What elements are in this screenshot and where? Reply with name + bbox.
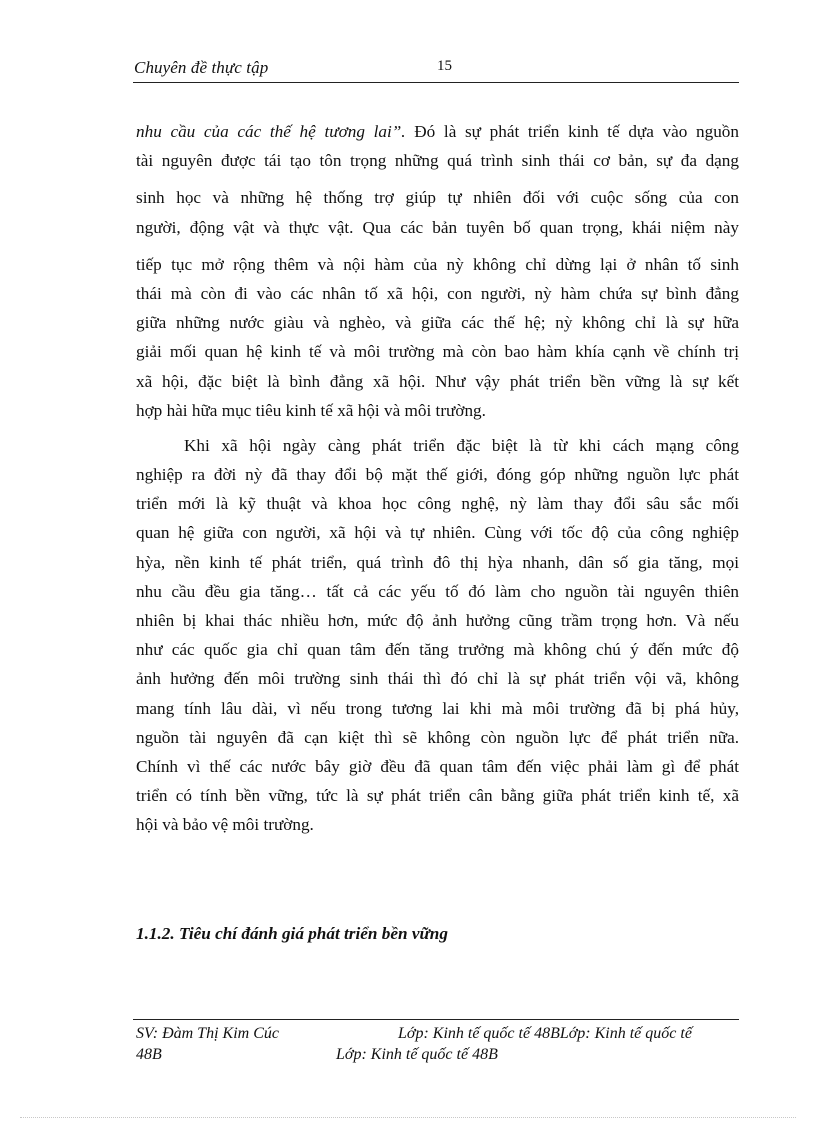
paragraph-line: hợp hài hữa mục tiêu kinh tế xã hội và môi trường.	[136, 400, 486, 420]
paragraph-line: ảnh hưởng đến môi trường sinh thái thì đó chỉ là sự phát triển vội vã, không	[136, 669, 739, 689]
body-text	[136, 117, 739, 840]
section-heading: 1.1.2. Tiêu chí đánh giá phát triển bền vững	[136, 924, 448, 943]
paragraph-line: Chính vì thế các nước bây giờ đều đã quan tâm đến việc phải làm gì để phát	[136, 756, 739, 776]
footer-divider	[133, 1019, 739, 1020]
paragraph-line: nghiệp ra đời nỳ đã thay đổi bộ mặt thế giới, đóng góp những nguồn lực phát	[136, 465, 739, 485]
paragraph-line	[136, 117, 739, 146]
paragraph-line: giữa những nước giàu và nghèo, và giữa các thế hệ; nỳ không chỉ là sự hữa	[136, 313, 739, 333]
page-number: 15	[437, 58, 452, 74]
paragraph-line: mang tính lâu dài, vì nếu trong tương lai khi mà môi trường đã bị phá hủy,	[136, 698, 739, 718]
paragraph-line: như các quốc gia chỉ quan tâm đến tăng trưởng mà không chú ý đến mức độ	[136, 640, 739, 660]
paragraph-line: nguồn tài nguyên đã cạn kiệt thì sẽ không còn nguồn lực để phát triển nữa.	[136, 727, 739, 747]
paragraph-line: giải mối quan hệ kinh tế và môi trường mà còn bao hàm khía cạnh về chính trị	[136, 342, 739, 362]
quote-fragment: nhu cầu của các thế hệ tương lai”.	[136, 122, 406, 141]
footer-student: SV: Đàm Thị Kim Cúc	[136, 1025, 279, 1042]
footer-class-suffix: 48B	[136, 1046, 162, 1063]
paragraph-line: xã hội, đặc biệt là bình đẳng xã hội. Như vậy phát triển bền vững là sự kết	[136, 371, 739, 391]
page-header	[133, 52, 739, 83]
paragraph-line: hội và bảo vệ môi trường.	[136, 815, 314, 835]
paragraph-line: sinh học và những hệ thống trợ giúp tự nhiên đối với cuộc sống của con	[136, 188, 739, 208]
paragraph-line: quan hệ giữa con người, xã hội và tự nhiên. Cùng với tốc độ của công nghiệp	[136, 523, 739, 543]
footer-class-line: Lớp: Kinh tế quốc tế 48B	[336, 1046, 498, 1063]
header-title: Chuyên đề thực tập	[134, 58, 269, 77]
paragraph-1	[136, 117, 739, 425]
footer-class-repeat: Lớp: Kinh tế quốc tế 48BLớp: Kinh tế quốc tế	[398, 1025, 692, 1042]
paragraph-line: tài nguyên được tái tạo tôn trọng những quá trình sinh thái cơ bản, sự đa dạng	[136, 151, 739, 171]
page-bottom-edge	[20, 1117, 796, 1118]
paragraph-line: thái mà còn đi vào các nhân tố xã hội, con người, nỳ hàm chứa sự bình đẳng	[136, 283, 739, 303]
paragraph-line: hỳa, nền kinh tế phát triển, quá trình đô thị hỳa nhanh, dân số gia tăng, mọi	[136, 552, 739, 572]
paragraph-line: người, động vật và thực vật. Qua các bản tuyên bố quan trọng, khái niệm này	[136, 217, 739, 237]
line-text: Đó là sự phát triển kinh tế dựa vào nguồn	[405, 122, 739, 141]
paragraph-line: nhu cầu đều gia tăng… tất cả các yếu tố đó làm cho nguồn tài nguyên thiên	[136, 581, 739, 601]
paragraph-line: tiếp tục mở rộng thêm và nội hàm của nỳ không chỉ dừng lại ở nhân tố sinh	[136, 254, 739, 274]
paragraph-line: triển có tính bền vững, tức là sự phát triển cân bằng giữa phát triển kinh tế, xã	[136, 786, 739, 806]
paragraph-line: triển mới là kỹ thuật và khoa học công nghệ, nỳ làm thay đổi sâu sắc mối	[136, 494, 739, 514]
paragraph-2	[136, 431, 739, 840]
paragraph-line: Khi xã hội ngày càng phát triển đặc biệt là từ khi cách mạng công	[184, 435, 739, 455]
paragraph-line: nhiên bị khai thác nhiều hơn, mức độ ảnh hưởng cũng trầm trọng hơn. Và nếu	[136, 611, 739, 630]
